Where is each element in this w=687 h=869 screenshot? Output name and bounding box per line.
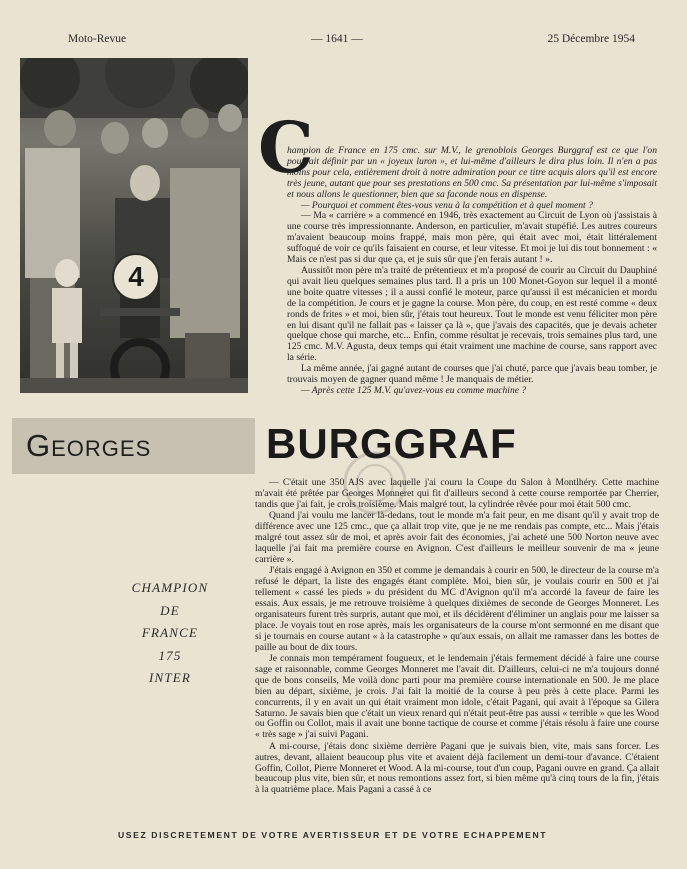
sidebar-line: FRANCE xyxy=(141,625,199,640)
body-paragraph: J'étais engagé à Avignon en 350 et comme je demandais à courir en 500, le directeur de la course m'a refusé le départ, la liste des engagés étant complète. Moi, bien sûr, je voulais courir en 500 et j'ai tellement « cassé les pieds » du président du MC d'Avignon qu'il m'a accordé la faveur de faire les essais. Aux essais, je me retrouve troisième à quelques dixièmes de seconde de Georges Monneret. Les organisateurs furent très surpris, autant que moi, et ils décidèrent d'éliminer un anglais pour me laisser sa place. Je voyais tout en rose après, mais les organisateurs de la course m'ont sermonné en me disant que si je tournais en course autant « à la catastrophe » qu'aux essais, on allait me ramasser dans les bottes de paille au bout de dix tours. xyxy=(255,565,659,653)
sidebar-line: INTER xyxy=(148,670,192,685)
question-paragraph: — Pourquoi et comment êtes-vous venu à la compétition et à quel moment ? xyxy=(301,199,593,211)
race-number-plate xyxy=(112,253,160,301)
question-paragraph: — Après cette 125 M.V. qu'avez-vous eu comme machine ? xyxy=(301,384,527,396)
sidebar-line: CHAMPION xyxy=(131,580,209,595)
answer-paragraph: La même année, j'ai gagné autant de courses que j'ai chuté, parce que j'avais beau tomber, je trouvais moyen de gagner quand même ! Je manquais de métier. xyxy=(287,363,657,386)
header-page-number: — 1641 — xyxy=(310,33,363,45)
title-first-name: Georges xyxy=(26,428,152,463)
body-column xyxy=(255,478,659,797)
answer-paragraph: — Ma « carrière » a commencé en 1946, très exactement au Circuit de Lyon où j'assistais à une course très impressionnante. Anderson, en particulier, m'avait stupéfié. Les autres coureurs m'avaient beaucoup moins frappé, mais mon père, qui était avec moi, était littéralement suffoqué de voir ce qu'ils faisaient en course, et leur vitesse. Et moi je lui dis tout bonnement : « Mais ce n'est pas si dur que ça, et je suis sûr que j'en ferais autant ! ». xyxy=(287,210,657,266)
race-photo xyxy=(20,58,248,393)
page-header xyxy=(68,31,635,47)
champion-sidebar xyxy=(120,577,220,690)
page-footer: USEZ DISCRETEMENT DE VOTRE AVERTISSEUR ET DE VOTRE ECHAPPEMENT xyxy=(118,830,548,840)
race-number: 4 xyxy=(128,261,144,292)
body-paragraph: A mi-course, j'étais donc sixième derrière Pagani que je suivais bien, vite, mais sans forcer. Les autres, devant, allaient beaucoup plus vite et avaient déjà facilement un demi-tour d'avance. C'étaient Goffin, Collot, Pierre Monneret et Wood. A la mi-course, tout d'un coup, Pagani ouvre en grand. Ça allait beaucoup plus vite, bien sûr, et nous remontions assez fort, si bien même qu'à cinq tours de la fin, j'étais à la quatrième place. Mais Pagani a cassé à ce xyxy=(255,740,659,796)
sidebar-line: 175 xyxy=(158,647,182,663)
sidebar-line: DE xyxy=(160,602,180,618)
answer-paragraph: Aussitôt mon père m'a traité de prétentieux et m'a proposé de courir au Circuit du Dauphiné qui avait lieu quelques semaines plus tard. Il a pris un 100 Monet-Goyon sur lequel il a monté une boite quatre vitesses ; il a aussi confié le moteur, parce qu'aussi il est mécanicien et mordu de la compétition. Je cours et je gagne la course. Mon père, du coup, en est resté comme « deux ronds de frites » et moi, bien sûr, j'étais tout heureux. Tout le monde est venu féliciter mon père en lui disant qu'il ne fallait pas « laisser ça là », que j'avais des capacités, que je devais acheter quelque chose qui marche, etc... Enfin, comme résultat je recevais, trois semaines plus tard, une 125 cmc. M.V. Agusta, deux temps qui était vraiment une machine de course, sans rapport avec la série. xyxy=(287,264,657,364)
drop-cap: C xyxy=(258,106,314,189)
photo-illustration xyxy=(20,58,248,393)
body-paragraph: — C'était une 350 AJS avec laquelle j'ai couru la Coupe du Salon à Montlhéry. Cette machine m'avait été prêtée par Georges Monneret qui fit d'ailleurs second à cette course remportée par Cherrier, tandis que j'ai fait, je crois troisième. Mais malgré tout, la cylindrée rêvée pour moi était 500 cmc. xyxy=(255,477,659,510)
body-paragraph: Quand j'ai voulu me lancer là-dedans, tout le monde m'a fait peur, en me disant qu'il y avait trop de différence avec une 125 cmc., que ça allait trop vite, que je ne me rendais pas compte, etc... Mais j'étais malgré tout assez sûr de moi, et après avoir fait des économies, j'ai acheté une 500 Norton neuve avec laquelle j'ai fait ma première course en Avignon. C'est d'ailleurs le meilleur souvenir de ma « jeune carrière ». xyxy=(255,510,659,565)
header-magazine-name: Moto-Revue xyxy=(68,33,127,45)
body-paragraph: Je connais mon tempérament fougueux, et le lendemain j'étais fermement décidé à faire une course sage et raisonnable, comme Georges Monneret me l'avait dit. D'ailleurs, celui-ci ne m'a toujours donné que de bons conseils, Me voilà donc parti pour ma première course internationale en 500. Je me place bien au départ, sixième, je crois. J'ai fait la moitié de la course à peu près à cette place. Parmi les concurrents, il y en avait un qui était vraiment mon idole, c'était Pagani, qui avait à l'époque sa Gilera Saturno. Je savais bien que c'était un vieux renard qui n'était peut-être pas aussi « terrible » que les Wood ou Goffin ou Collot, mais il avait une bonne tactique de course et comme j'étais résolu à faire une course « très sage » j'ai suivi Pagani. xyxy=(255,653,659,741)
intro-paragraph: hampion de France en 175 cmc. sur M.V., le grenoblois Georges Burggraf est ce que l'on pourrait définir par un « joyeux luron », et lui-même d'ailleurs le dira plus loin. Il n'en a pas moins pour cela, entièrement droit à notre admiration pour ce titre acquis alors qu'il est encore très jeune, autant que pour ses prestations en 500 cmc. Sa présentation par lui-même s'imposait et nous allons le questionner, bien que sa faconde nous en dispense. xyxy=(287,145,657,200)
header-date: 25 Décembre 1954 xyxy=(547,33,635,45)
intro-column xyxy=(287,146,657,397)
title-last-name: BURGGRAF xyxy=(266,420,517,467)
